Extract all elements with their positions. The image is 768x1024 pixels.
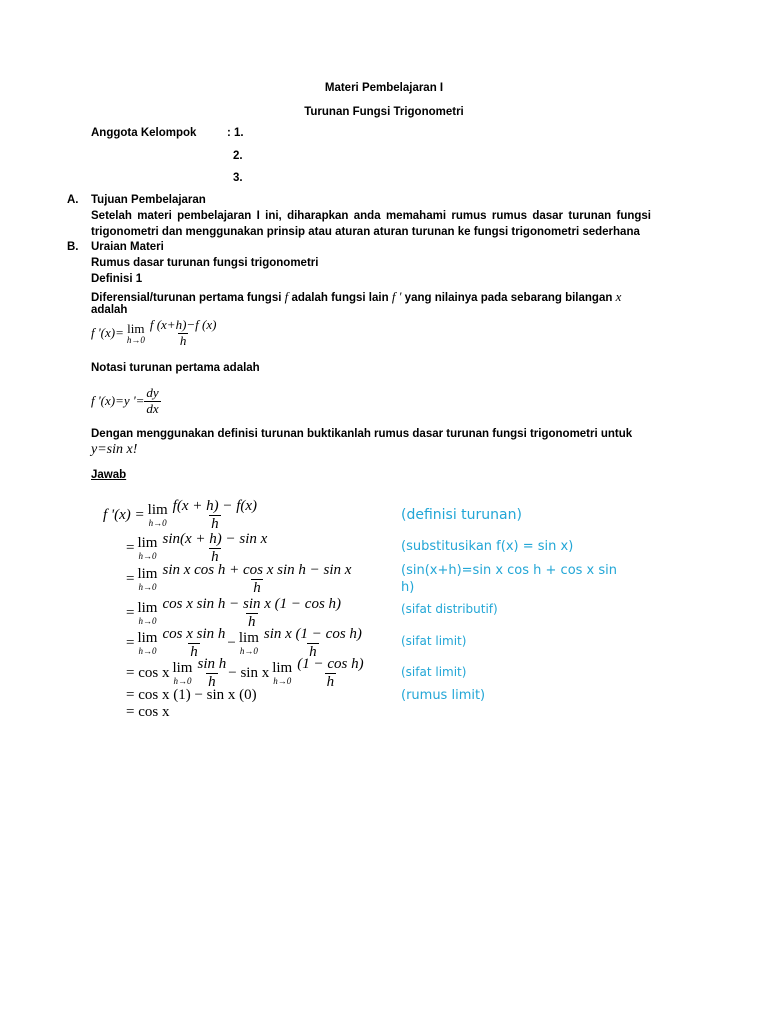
definition-heading: Definisi 1 [91,273,143,285]
numerator: sin x (1 − cos h) [263,626,362,642]
derivation-line-5-lim [137,631,157,656]
formula1-lim-text: lim [127,320,145,336]
derivation-line-2-eq: = [126,540,135,557]
lim-text: lim [147,502,168,519]
denominator: h [309,644,317,661]
derivation-line-5-lim-2 [239,631,259,656]
lim-text: lim [272,660,293,677]
formula1-fraction [148,318,219,349]
definition-part-2: adalah fungsi lain [291,292,389,304]
formula1-lim-sub: h→0 [126,334,145,345]
task-math: y=sin x! [91,442,138,457]
section-b-line-1: Rumus dasar turunan fungsi trigonometri [91,257,319,269]
definition-end: adalah [91,304,128,316]
derivation-line-6-minus: − sin x [228,665,270,682]
derivation-note-6: (sifat limit) [401,665,467,679]
section-b-heading: Uraian Materi [91,241,164,253]
derivation-line-3-fraction [160,562,353,598]
formula2-lhs: f '(x)=y '= [91,393,145,409]
numerator: sin(x + h) − sin x [162,531,268,547]
derivation-note-5: (sifat limit) [401,634,467,648]
numerator: sin h [197,656,227,672]
lim-text: lim [137,566,158,583]
derivation-line-5-minus: − [227,635,236,652]
derivation-note-4: (sifat distributif) [401,602,498,616]
denominator: h [248,614,256,631]
formula2-denominator: dx [146,400,159,416]
derivation-line-1-lim [148,503,168,528]
section-a-marker: A. [67,194,79,206]
section-a-text-line-2: trigonometri dan menggunakan prinsip atau aturan aturan turunan ke fungsi trigonometri sederhana [91,226,640,238]
derivation-line-6-eq: = cos x [126,665,170,682]
derivation-line-1-lhs: f '(x) = [103,507,145,524]
lim-text: lim [137,600,158,617]
formula1-denominator: h [179,332,187,348]
lim-sub: h→0 [148,518,167,529]
numerator: cos x sin h [162,626,226,642]
formula2-fraction [144,386,160,417]
lim-sub: h→0 [239,646,258,657]
formula2-numerator: dy [146,385,159,400]
derivation-line-2-lim [137,536,157,561]
derivation-note-2: (substitusikan f(x) = sin x) [401,539,574,554]
derivative-notation-formula [91,386,161,417]
derivation-line-8: = cos x [126,704,170,720]
lim-text: lim [137,535,158,552]
lim-sub: h→0 [138,582,157,593]
section-a-text-line-1: Setelah materi pembelajaran I ini, diharapkan anda memahami rumus rumus dasar turunan fungsi [91,210,651,222]
answer-heading: Jawab [91,469,127,481]
page-subtitle: Turunan Fungsi Trigonometri [304,106,464,118]
anggota-label: Anggota Kelompok [91,127,197,139]
derivation-line-5-eq: = [126,635,135,652]
derivation-note-1: (definisi turunan) [401,507,522,523]
lim-sub: h→0 [173,676,192,687]
anggota-item-3: 3. [233,172,243,184]
definition-text [91,289,621,305]
derivation-line-3-lim [137,567,157,592]
lim-text: lim [238,630,259,647]
derivation-line-3 [126,562,353,598]
formula1-lhs: f '(x)= [91,325,124,341]
definition-part-1: Diferensial/turunan pertama fungsi [91,292,282,304]
definition-fprime: f ' [391,289,402,304]
lim-sub: h→0 [138,646,157,657]
derivation-line-6-lim [172,661,192,686]
derivation-line-4-eq: = [126,605,135,622]
task-text: Dengan menggunakan definisi turunan buktikanlah rumus dasar turunan fungsi trigonometri untuk [91,428,633,440]
lim-text: lim [137,630,158,647]
derivation-line-1-fraction [171,498,259,534]
derivation-line-7: = cos x (1) − sin x (0) [126,687,257,703]
numerator: f(x + h) − f(x) [172,498,258,514]
definition-part-3: yang nilainya pada sebarang bilangan [404,292,613,304]
denominator: h [190,644,198,661]
anggota-item-1: 1. [234,127,244,139]
denominator: h [211,549,219,566]
page-title: Materi Pembelajaran I [324,82,444,94]
lim-sub: h→0 [138,616,157,627]
denominator: h [211,516,219,533]
formula1-lim [127,322,145,345]
lim-sub: h→0 [273,676,292,687]
denominator: h [326,674,335,691]
derivation-line-1 [103,498,259,534]
denominator: h [208,674,216,691]
notation-text: Notasi turunan pertama adalah [91,362,260,374]
section-b-marker: B. [67,241,79,253]
definition-f: f [284,289,289,304]
derivation-line-3-eq: = [126,571,135,588]
derivation-note-7: (rumus limit) [401,688,486,703]
derivation-note-3: (sin(x+h)=sin x cos h + cos x sin [401,563,617,578]
section-a-heading: Tujuan Pembelajaran [91,194,206,206]
lim-text: lim [172,660,193,677]
derivative-definition-formula [91,318,218,349]
denominator: h [253,580,261,597]
derivation-line-4-lim [137,601,157,626]
definition-x: x [615,289,622,304]
numerator: cos x sin h − sin x (1 − cos h) [162,596,342,612]
anggota-item-2: 2. [233,150,243,162]
formula1-numerator: f (x+h)−f (x) [149,317,217,332]
lim-sub: h→0 [138,551,157,562]
anggota-colon: : [227,127,231,139]
derivation-line-6-lim-2 [272,661,292,686]
numerator: (1 − cos h) [297,656,364,672]
numerator: sin x cos h + cos x sin h − sin x [162,562,352,578]
derivation-note-3-cont: h) [401,580,415,595]
derivation-line-6-fraction-2 [295,656,365,692]
